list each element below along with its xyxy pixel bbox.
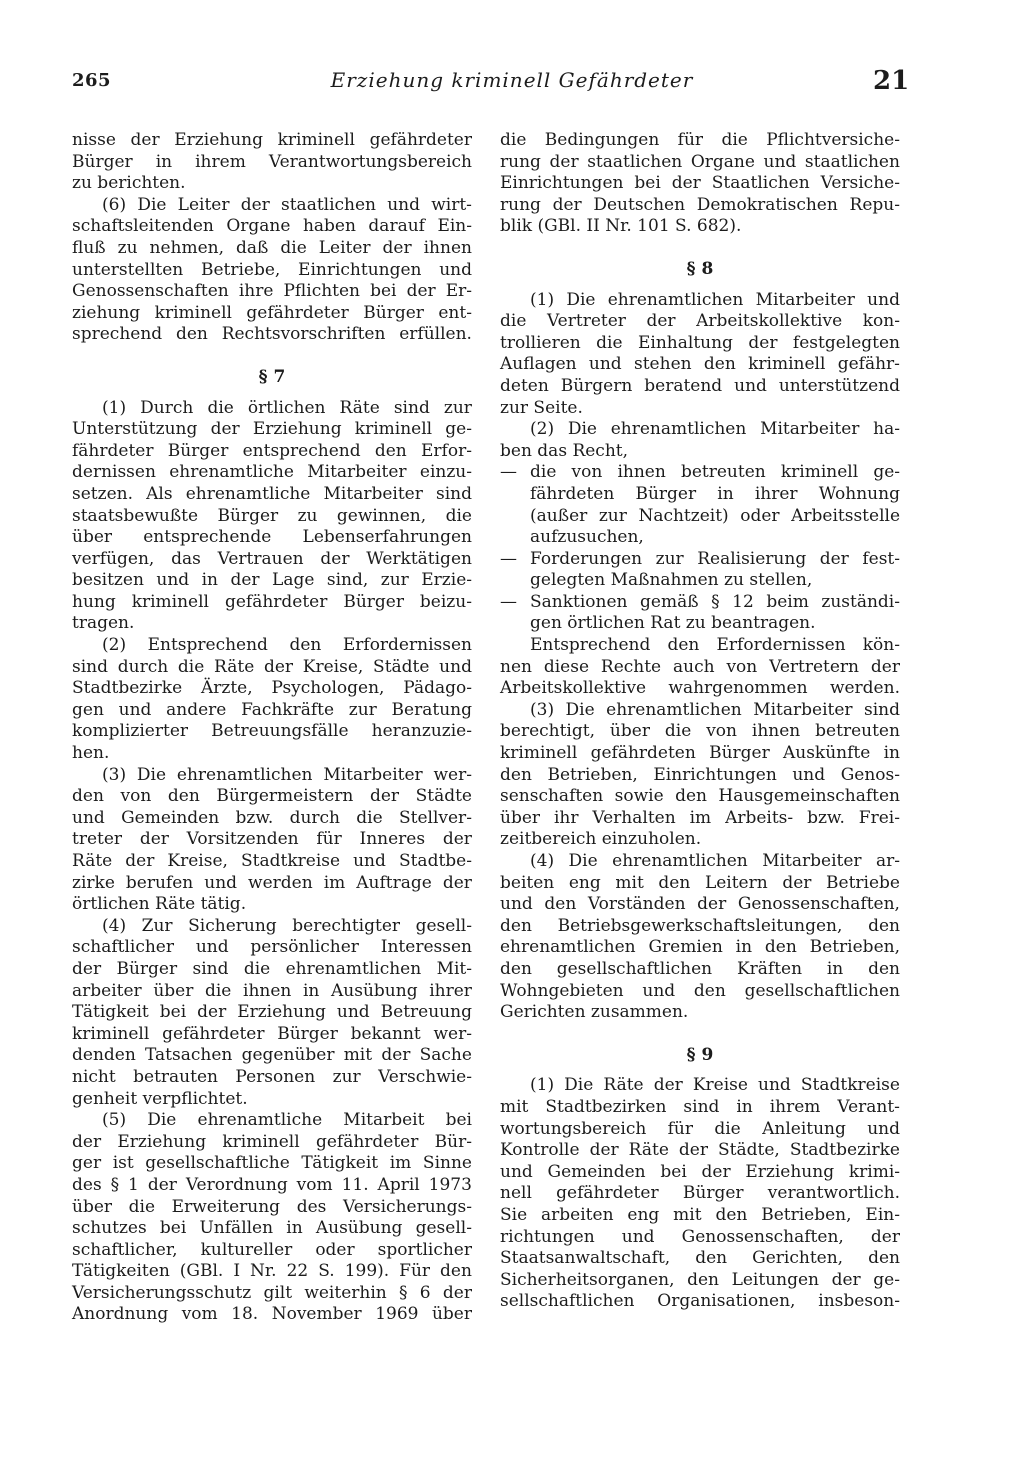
text-line: (4) Zur Sicherung berechtigter gesell- [102, 915, 472, 936]
text-line: über die Erweiterung des Versicherungs- [72, 1196, 472, 1217]
text-line: (2) Die ehrenamtlichen Mitarbeiter ha- [530, 419, 900, 440]
list-item-line [500, 592, 900, 614]
left-column [72, 130, 472, 1326]
text-line: berechtigt, über die von ihnen betreuten [500, 721, 900, 742]
text-line: (3) Die ehrenamtlichen Mitarbeiter wer- [102, 764, 472, 785]
text-line: Staatsanwaltschaft, den Gerichten, den [500, 1248, 900, 1269]
text-line: über entsprechende Lebenserfahrungen [72, 527, 472, 548]
dash-bullet [500, 506, 530, 528]
text-line: Wohngebieten und den gesellschaftlichen [500, 980, 900, 1001]
list-item-text: Forderungen zur Realisierung der fest- [530, 548, 900, 569]
page-number-left: 265 [72, 70, 112, 91]
running-title: Erziehung kriminell Gefährdeter [330, 68, 694, 92]
text-line: (1) Durch die örtlichen Räte sind zur [102, 397, 472, 418]
dash-bullet: — [500, 462, 517, 483]
list-item-line [500, 570, 900, 592]
text-line: nell gefährdeter Bürger verantwortlich. [500, 1183, 900, 1204]
text-line: besitzen und in der Lage sind, zur Erzie- [72, 570, 472, 591]
dash-bullet [500, 527, 530, 549]
text-line: (5) Die ehrenamtliche Mitarbeit bei [102, 1110, 472, 1131]
text-line: ben das Recht, [500, 440, 629, 461]
text-line: den gesellschaftlichen Kräften in den [500, 958, 900, 979]
list-item-text: Sanktionen gemäß § 12 beim zuständi- [530, 591, 900, 612]
list-item-line [500, 613, 900, 635]
text-line: wortungsbereich für die Anleitung und [500, 1118, 900, 1139]
text-line: hung kriminell gefährdeter Bürger beizu- [72, 591, 472, 612]
text-line: Anordnung vom 18. November 1969 über [72, 1304, 472, 1325]
text-line: nen diese Rechte auch von Vertretern der [500, 656, 900, 677]
text-line: Tätigkeit bei der Erziehung und Betreuung [72, 1002, 472, 1023]
text-line: ger ist gesellschaftliche Tätigkeit im Sinne [72, 1153, 472, 1174]
text-line: denden Tatsachen gegenüber mit der Sache [72, 1045, 472, 1066]
text-line: schaftsleitenden Organe haben darauf Ein- [72, 216, 472, 237]
text-line: Auflagen und stehen den kriminell gefähr- [500, 354, 900, 375]
section-heading: § 7 [258, 366, 286, 387]
text-line: hen. [72, 743, 110, 764]
list-item-text: gelegten Maßnahmen zu stellen, [530, 570, 813, 591]
text-line: zu berichten. [72, 173, 186, 194]
text-line: mit Stadtbezirken sind in ihrem Verant- [500, 1096, 900, 1117]
list-item-text: die von ihnen betreuten kriminell ge- [530, 462, 900, 483]
text-line: deten Bürgern beratend und unterstützend [500, 375, 900, 396]
text-line: und Gemeinden bzw. durch die Stellver- [72, 807, 472, 828]
text-line: der Erziehung kriminell gefährdeter Bür- [72, 1131, 472, 1152]
text-line: arbeiter über die ihnen in Ausübung ihrer [72, 980, 472, 1001]
text-line: Arbeitskollektive wahrgenommen werden. [500, 678, 900, 699]
text-line: und Gemeinden bei der Erziehung krimi- [500, 1161, 900, 1182]
list-item-line [500, 484, 900, 506]
dash-bullet [500, 570, 530, 592]
text-line: Stadtbezirke Ärzte, Psychologen, Pädago- [72, 678, 472, 699]
dash-bullet [500, 613, 530, 635]
text-line: ziehung kriminell gefährdeter Bürger ent- [72, 302, 472, 323]
text-line: komplizierter Betreuungsfälle heranzuzie- [72, 721, 472, 742]
text-line: Einrichtungen bei der Staatlichen Versiche- [500, 173, 900, 194]
text-line: Genossenschaften ihre Pflichten bei der Er- [72, 281, 472, 302]
text-line: richtungen und Genossenschaften, der [500, 1226, 900, 1247]
right-column [500, 130, 900, 1313]
text-line: tragen. [72, 613, 135, 634]
text-line: schaftlicher und persönlicher Interessen [72, 937, 472, 958]
list-item-line [500, 506, 900, 528]
text-line: fluß zu nehmen, daß die Leiter der ihnen [72, 237, 472, 258]
list-item-line [500, 462, 900, 484]
list-item-text: fährdeten Bürger in ihrer Wohnung [530, 483, 900, 504]
dash-bullet: — [500, 548, 517, 569]
text-line: nicht betrauten Personen zur Verschwie- [72, 1066, 472, 1087]
text-line: nisse der Erziehung kriminell gefährdeter [72, 130, 472, 150]
text-line: sind durch die Räte der Kreise, Städte und [72, 656, 472, 677]
text-line: und den Vorständen der Genossenschaften, [500, 894, 900, 915]
section-heading: § 9 [686, 1044, 714, 1065]
text-line: dernissen ehrenamtliche Mitarbeiter einzu- [72, 462, 472, 483]
text-line: rung der Deutschen Demokratischen Repu- [500, 194, 900, 215]
text-line: treter der Vorsitzenden für Inneres der [72, 829, 472, 850]
text-line: Bürger in ihrem Verantwortungsbereich [72, 151, 472, 172]
text-line: über ihr Verhalten im Arbeits- bzw. Frei- [500, 807, 900, 828]
text-line: trollieren die Einhaltung der festgelegten [500, 332, 900, 353]
text-line: Kontrolle der Räte der Städte, Stadtbezirke [500, 1140, 900, 1161]
text-line: sellschaftlichen Organisationen, insbeson- [500, 1291, 900, 1312]
text-line: kriminell gefährdeten Bürger Auskünfte in [500, 743, 900, 764]
dash-bullet [500, 484, 530, 506]
list-item-text: aufzusuchen, [530, 527, 644, 548]
text-line: fährdeter Bürger entsprechend den Erfor- [72, 440, 472, 461]
text-line: (4) Die ehrenamtlichen Mitarbeiter ar- [530, 851, 900, 871]
text-line: blik (GBl. II Nr. 101 S. 682). [500, 216, 742, 237]
text-line: rung der staatlichen Organe und staatlichen [500, 151, 900, 172]
text-line: verfügen, das Vertrauen der Werktätigen [72, 548, 472, 569]
text-line: kriminell gefährdeter Bürger bekannt wer- [72, 1023, 472, 1044]
text-line: Gerichten zusammen. [500, 1002, 689, 1023]
text-line: schutzes bei Unfällen in Ausübung gesell- [72, 1218, 472, 1239]
text-line: staatsbewußte Bürger zu gewinnen, die [72, 505, 472, 526]
text-line: Sie arbeiten eng mit den Betrieben, Ein- [500, 1204, 900, 1225]
text-line: beiten eng mit den Leitern der Betriebe [500, 872, 900, 893]
text-line: ehrenamtlichen Gremien in den Betrieben, [500, 937, 900, 958]
text-line: örtlichen Räte tätig. [72, 894, 247, 915]
text-line: (2) Entsprechend den Erfordernissen [102, 635, 472, 656]
text-line: den Betrieben, Einrichtungen und Genos- [500, 764, 900, 785]
page-number-right: 21 [873, 66, 910, 96]
text-line: den Betriebsgewerkschaftsleitungen, den [500, 915, 900, 936]
text-line: den von den Bürgermeistern der Städte [72, 786, 472, 807]
text-line: zeitbereich einzuholen. [500, 829, 702, 850]
text-line: die Bedingungen für die Pflichtversiche- [500, 130, 900, 150]
text-line: (3) Die ehrenamtlichen Mitarbeiter sind [530, 699, 900, 720]
text-line: setzen. Als ehrenamtliche Mitarbeiter sind [72, 483, 472, 504]
text-line: des § 1 der Verordnung vom 11. April 1973 [72, 1174, 472, 1195]
text-line: Unterstützung der Erziehung kriminell ge- [72, 419, 472, 440]
text-line: die Vertreter der Arbeitskollektive kon- [500, 311, 900, 332]
list-item-line [500, 549, 900, 571]
dash-bullet: — [500, 591, 517, 612]
text-line: zur Seite. [500, 397, 583, 418]
text-line: genheit verpflichtet. [72, 1088, 248, 1109]
text-line: senschaften sowie den Hausgemeinschaften [500, 786, 900, 807]
text-line: gen und andere Fachkräfte zur Beratung [72, 699, 472, 720]
text-line: unterstellten Betriebe, Einrichtungen und [72, 259, 472, 280]
text-line: Räte der Kreise, Stadtkreise und Stadtbe- [72, 851, 472, 871]
text-line: zirke berufen und werden im Auftrage der [72, 872, 472, 893]
list-item-text: (außer zur Nachtzeit) oder Arbeitsstelle [530, 505, 900, 526]
text-line: der Bürger sind die ehrenamtlichen Mit- [72, 958, 472, 979]
text-line: Sicherheitsorganen, den Leitungen der ge- [500, 1269, 900, 1290]
text-line: schaftlicher, kultureller oder sportlicher [72, 1239, 472, 1260]
text-line: Tätigkeiten (GBl. I Nr. 22 S. 199). Für den [72, 1261, 472, 1282]
text-line: (1) Die Räte der Kreise und Stadtkreise [530, 1075, 900, 1096]
text-line: Entsprechend den Erfordernissen kön- [530, 635, 900, 656]
text-line: Versicherungsschutz gilt weiterhin § 6 der [72, 1282, 472, 1303]
section-heading: § 8 [686, 258, 714, 279]
text-line: sprechend den Rechtsvorschriften erfüllen. [72, 324, 472, 345]
text-line: (6) Die Leiter der staatlichen und wirt- [102, 194, 472, 215]
list-item-text: gen örtlichen Rat zu beantragen. [530, 613, 816, 634]
list-item-line [500, 527, 900, 549]
text-line: (1) Die ehrenamtlichen Mitarbeiter und [530, 289, 900, 310]
